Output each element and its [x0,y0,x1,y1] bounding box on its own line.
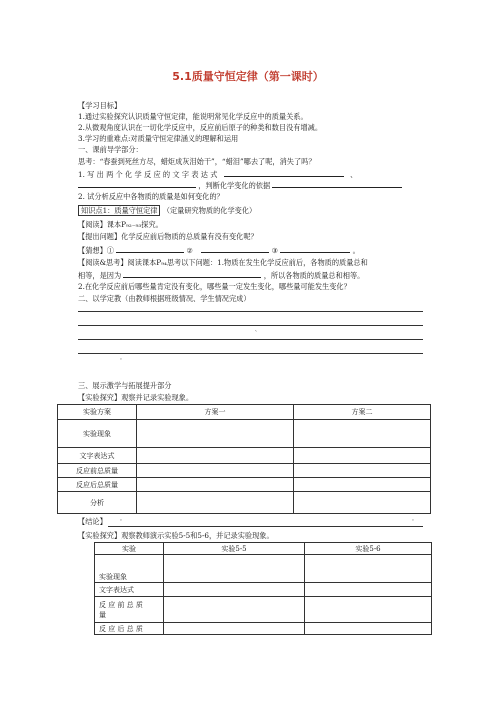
think-text: 思考：“春蚕到死丝方尽，蜡炬成灰泪始干”，“蜡泪”哪去了呢，消失了吗？ [78,157,316,166]
experiment-table-2 [94,542,432,635]
table2-row-label [95,597,164,623]
q1-criterion: ，判断化学变化的依据 [198,181,271,190]
read2-line1: 【阅读&思考】阅读课本P₉₄思考以下问题：1.物质在发生化学反应前后，各物质的质量总和 [78,258,368,267]
table1-row [58,464,431,478]
table2-row [95,555,432,583]
table2-cell[interactable] [164,583,305,597]
objective-3: 3.学习的重难点:对质量守恒定律涵义的理解和运用 [78,134,239,143]
kp1-note: （定量研究物质的化学变化） [162,206,257,215]
read2-line2a: 相等，是因为 [78,271,122,280]
conclusion-line[interactable] [108,526,423,527]
table2-row-label: 文字表达式 [95,583,164,597]
guess-blank-1[interactable] [116,245,184,253]
table2-row [95,583,432,597]
table2-row-label-line: 量 [99,610,106,619]
table2-cell[interactable] [305,597,432,623]
table2-row-label: 实验现象 [95,555,164,583]
answer-mark-1: 、 [255,327,261,333]
read2-line3: 2.在化学反应前后哪些量肯定没有变化，哪些量一定发生变化，哪些量可能发生变化？ [78,282,351,291]
table2-cell[interactable] [164,597,305,623]
guess-marker-2: ② [186,246,193,255]
section3-heading: 三、展示激学与拓展提升部分 [78,381,172,390]
table2-row-label-line: 反 应 前 总 质 [99,600,143,609]
table1-row-label: 文字表达式 [58,448,137,464]
objective-2: 2.从微观角度认识在一切化学反应中，反应前后原子的种类和数目没有增减。 [78,123,323,132]
table1-row-label: 反应后总质量 [58,478,137,492]
table1-cell[interactable] [294,478,431,492]
table2-cell[interactable] [305,583,432,597]
read1-text: 【阅读】课本P₉₂₋₉₃探究。 [78,220,163,229]
section1-heading: 一、课前导学部分： [78,145,143,154]
page-title: 5.1质量守恒定律（第一课时） [172,70,324,83]
table2-row-label: 反 应 后 总 质 [95,623,164,635]
answer-line-2[interactable] [78,325,423,326]
objective-1: 1.通过实验探究认识质量守恒定律，能说明常见化学反应中的质量关系。 [78,112,308,121]
answer-line-4[interactable] [78,353,423,354]
read2-line2b: ，所以各物质的质量总和相等。 [263,271,365,280]
table2-cell[interactable] [164,623,305,635]
q2-text: 2. 试分析反应中各物质的质量是如何变化的？ [78,192,224,201]
table1-row [58,492,431,514]
guess-marker-3: ③ [271,246,279,255]
table1-row [58,478,431,492]
table1-cell[interactable] [294,448,431,464]
experiment-table-1 [57,404,431,514]
table1-header-row [58,405,431,420]
table2-cell[interactable] [305,555,432,583]
table1-cell[interactable] [294,420,431,448]
conclusion-mark-1: 。 [120,516,126,522]
kp1-box: 知识点1：质量守恒定律 [78,205,160,216]
table1-row [58,420,431,448]
guess-end: 。 [352,246,360,255]
table1-cell[interactable] [294,464,431,478]
guess-label: 【猜想】① [78,246,114,255]
q1-blank-3[interactable] [272,180,402,188]
answer-line-1[interactable] [78,311,423,312]
table1-cell[interactable] [137,448,294,464]
table2-header: 实验5-5 [164,543,305,555]
table1-row-label: 反应前总质量 [58,464,137,478]
table2-header: 实验 [95,543,164,555]
q1-text: 1. 写 出 两 个 化 学 反 应 的 文 字 表 达 式 [78,170,218,179]
read2-blank[interactable] [123,270,261,278]
explore2-text: 【实验探究】观察教师演示实验5-5和5-6，并记录实验现象。 [78,531,274,540]
table1-row-label: 分析 [58,492,137,514]
objectives-heading: 【学习目标】 [78,101,122,110]
conclusion-mark-2: 。 [412,516,418,522]
question-text: 【提出问题】化学反应前后物质的总质量有没有变化呢？ [78,232,258,241]
conclusion-label: 【结论】 [78,517,107,526]
table1-header: 实验方案 [58,405,137,420]
table2-header: 实验5-6 [305,543,432,555]
guess-blank-3[interactable] [280,245,350,253]
q1-separator: 、 [350,170,358,179]
q1-blank-1[interactable] [224,169,344,177]
table1-header: 方案二 [294,405,431,420]
table2-row [95,597,432,623]
table2-header-row [95,543,432,555]
table1-cell[interactable] [137,420,294,448]
table1-row-label: 实验现象 [58,420,137,448]
answer-mark-2: 。 [120,355,126,361]
table1-cell[interactable] [137,492,294,514]
table1-cell[interactable] [294,492,431,514]
section2-heading: 二、以学定教（由教师根据班级情况、学生情况完成） [78,294,251,303]
explore1-text: 【实验探究】观察并记录实验现象。 [78,393,194,402]
table1-cell[interactable] [137,478,294,492]
guess-blank-2[interactable] [201,245,269,253]
answer-line-3[interactable] [78,339,423,340]
table1-cell[interactable] [137,464,294,478]
table1-header: 方案一 [137,405,294,420]
table1-row [58,448,431,464]
q1-blank-2[interactable] [78,180,196,188]
table2-cell[interactable] [305,623,432,635]
table2-cell[interactable] [164,555,305,583]
table2-row [95,623,432,635]
